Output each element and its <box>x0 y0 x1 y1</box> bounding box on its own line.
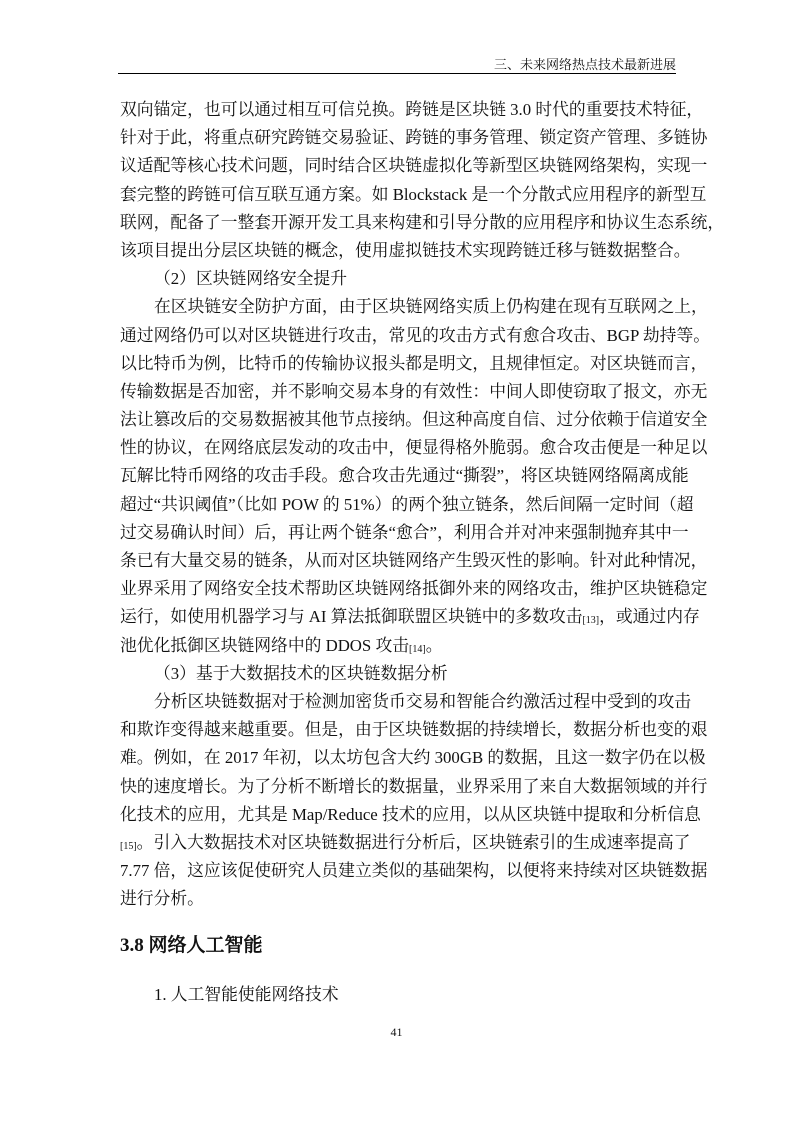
subsection-heading: 1. 人工智能使能网络技术 <box>154 985 339 1004</box>
subsection-title: （2）区块链网络安全提升 <box>154 269 347 289</box>
citation-ref: [14] <box>409 643 426 655</box>
text-line: 快的速度增长。为了分析不断增长的数据量，业界采用了来自大数据领域的并行 <box>120 776 708 796</box>
text-line: 法让篡改后的交易数据被其他节点接纳。但这种高度自信、过分依赖于信道安全 <box>120 410 708 430</box>
text-line: 条已有大量交易的链条，从而对区块链网络产生毁灭性的影响。针对此种情况， <box>120 551 708 570</box>
text-line: 双向锚定，也可以通过相互可信兑换。跨链是区块链 3.0 时代的重要技术特征， <box>120 100 704 119</box>
text-line: 和欺诈变得越来越重要。但是，由于区块链数据的持续增长，数据分析也变的艰 <box>120 720 708 740</box>
text-line <box>120 632 676 660</box>
text-line: 难。例如，在 2017 年初，以太坊包含大约 300GB 的数据，且这一数字仍在以极 <box>120 748 706 768</box>
paragraph <box>120 293 711 659</box>
text-line: 过交易确认时间）后，再让两个链条“愈合”，利用合并对冲来强制抛弃其中一 <box>120 522 689 542</box>
text-line: 议适配等核心技术问题，同时结合区块链虚拟化等新型区块链网络架构，实现一 <box>120 156 708 176</box>
text-line: 以比特币为例，比特币的传输协议报头都是明文，且规律恒定。对区块链而言， <box>120 353 708 373</box>
text-line: 性的协议，在网络底层发动的攻击中，便显得格外脆弱。愈合攻击便是一种足以 <box>120 438 708 458</box>
header-divider <box>118 73 676 74</box>
text-line: 业界采用了网络安全技术帮助区块链网络抵御外来的网络攻击，维护区块链稳定 <box>120 579 708 599</box>
line-text: ，或通过内存 <box>599 607 700 627</box>
text-line: 针对于此，将重点研究跨链交易验证、跨链的事务管理、锁定资产管理、多链协 <box>120 128 708 148</box>
citation-ref: [13] <box>582 615 600 627</box>
text-line: 超过“共识阈值”（比如 POW 的 51%）的两个独立链条，然后间隔一定时间（超 <box>120 494 694 514</box>
text-line: 套完整的跨链可信互联互通方案。如 Blockstack 是一个分散式应用程序的新型互 <box>120 184 707 204</box>
text-line <box>120 603 700 631</box>
body-text <box>120 96 725 913</box>
text-line: 分析区块链数据对于检测加密货币交易和智能合约激活过程中受到的攻击 <box>154 691 692 711</box>
citation-ref: [15] <box>120 840 137 852</box>
running-header: 三、未来网络热点技术最新进展 <box>493 57 676 72</box>
text-line: 化技术的应用，尤其是 Map/Reduce 技术的应用，以从区块链中提取和分析信息 <box>120 804 701 824</box>
paragraph <box>120 96 725 265</box>
text-line: 联网，配备了一整套开源开发工具来构建和引导分散的应用程序和协议生态系统， <box>120 212 725 232</box>
line-text: 。引入大数据技术对区块链数据进行分析后，区块链索引的生成速率提高了 <box>136 832 691 852</box>
text-line: 进行分析。 <box>120 889 204 909</box>
text-line <box>120 829 691 857</box>
text-line: 传输数据是否加密，并不影响交易本身的有效性：中间人即使窃取了报文，亦无 <box>120 381 708 401</box>
text-line: 该项目提出分层区块链的概念，使用虚拟链技术实现跨链迁移与链数据整合。 <box>120 240 691 260</box>
text-line: 在区块链安全防护方面，由于区块链网络实质上仍构建在现有互联网之上， <box>154 297 708 317</box>
text-line: 瓦解比特币网络的攻击手段。愈合攻击先通过“撕裂”，将区块链网络隔离成能 <box>120 466 689 486</box>
paragraph <box>120 688 708 914</box>
text-line: 7.77 倍，这应该促使研究人员建立类似的基础架构，以便将来持续对区块链数据 <box>120 861 708 881</box>
text-line: 通过网络仍可以对区块链进行攻击，常见的攻击方式有愈合攻击、BGP 劫持等。 <box>120 325 711 345</box>
line-text: 运行，如使用机器学习与 AI 算法抵御联盟区块链中的多数攻击 <box>120 607 583 627</box>
line-text: 。 <box>425 635 443 655</box>
subsection-title: （3）基于大数据技术的区块链数据分析 <box>154 663 448 683</box>
line-text: 池优化抵御区块链网络中的 DDOS 攻击 <box>120 635 410 655</box>
section-heading: 3.8 网络人工智能 <box>120 935 263 956</box>
page-number: 41 <box>390 1025 403 1039</box>
